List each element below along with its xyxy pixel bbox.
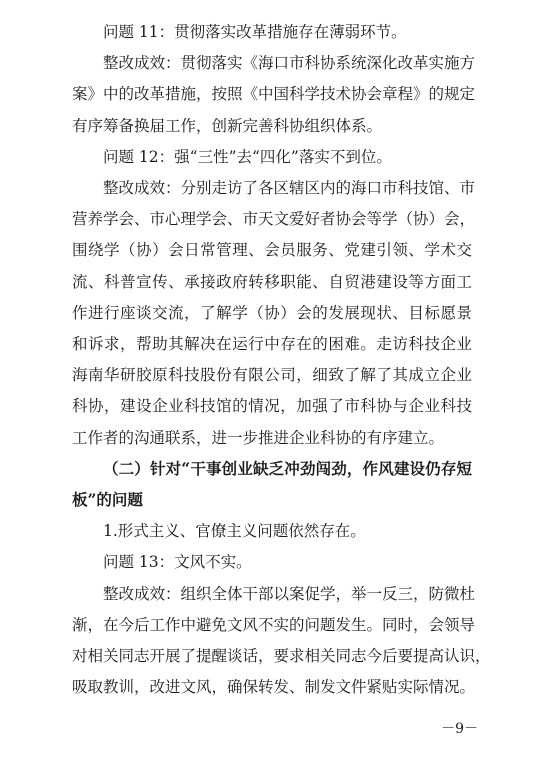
problem-11-title: 问题 11：贯彻落实改革措施存在薄弱环节。 <box>103 23 407 41</box>
text-line: 围绕学（协）会日常管理、会员服务、党建引领、学术交 <box>72 241 472 259</box>
text-line: 工作者的沟通联系，进一步推进企业科协的有序建立。 <box>72 429 445 447</box>
text-line: 科协，建设企业科技馆的情况，加强了市科协与企业科技 <box>72 397 472 415</box>
text-line: 有序筹备换届工作，创新完善科协组织体系。 <box>72 117 383 135</box>
text-line: 吸取教训，改进文风，确保转发、制发文件紧贴实际情况。 <box>72 678 476 696</box>
problem-13-title: 问题 13：文风不实。 <box>103 553 252 571</box>
section-heading-continuation: 板”的问题 <box>72 490 143 509</box>
page-number: －9－ <box>441 721 478 737</box>
text-line: 营养学会、市心理学会、市天文爱好者协会等学（协）会， <box>72 210 476 228</box>
text-line: 流、科普宣传、承接政府转移职能、自贸港建设等方面工 <box>72 273 472 291</box>
section-heading: （二）针对“干事创业缺乏冲劲闯劲，作风建设仍存短 <box>103 459 472 478</box>
text-line: 整改成效：分别走访了各区辖区内的海口市科技馆、市 <box>103 179 476 197</box>
text-line: 作进行座谈交流，了解学（协）会的发展现状、目标愿景 <box>72 304 472 322</box>
text-line: 海南华研胶原科技股份有限公司，细致了解了其成立企业 <box>72 366 472 384</box>
text-line: 对相关同志开展了提醒谈话，要求相关同志今后要提高认识， <box>72 647 491 665</box>
text-line: 整改成效：贯彻落实《海口市科协系统深化改革实施方 <box>103 54 476 72</box>
text-line: 案》中的改革措施，按照《中国科学技术协会章程》的规定 <box>72 85 476 103</box>
text-line: 渐，在今后工作中避免文风不实的问题发生。同时，会领导 <box>72 616 476 634</box>
text-line: 整改成效：组织全体干部以案促学，举一反三，防微杜 <box>103 585 476 603</box>
subsection-heading: 1.形式主义、官僚主义问题依然存在。 <box>103 522 366 540</box>
text-line: 和诉求，帮助其解决在运行中存在的困难。走访科技企业 <box>72 335 472 353</box>
problem-12-title: 问题 12：强“三性”去“四化”落实不到位。 <box>103 148 392 166</box>
